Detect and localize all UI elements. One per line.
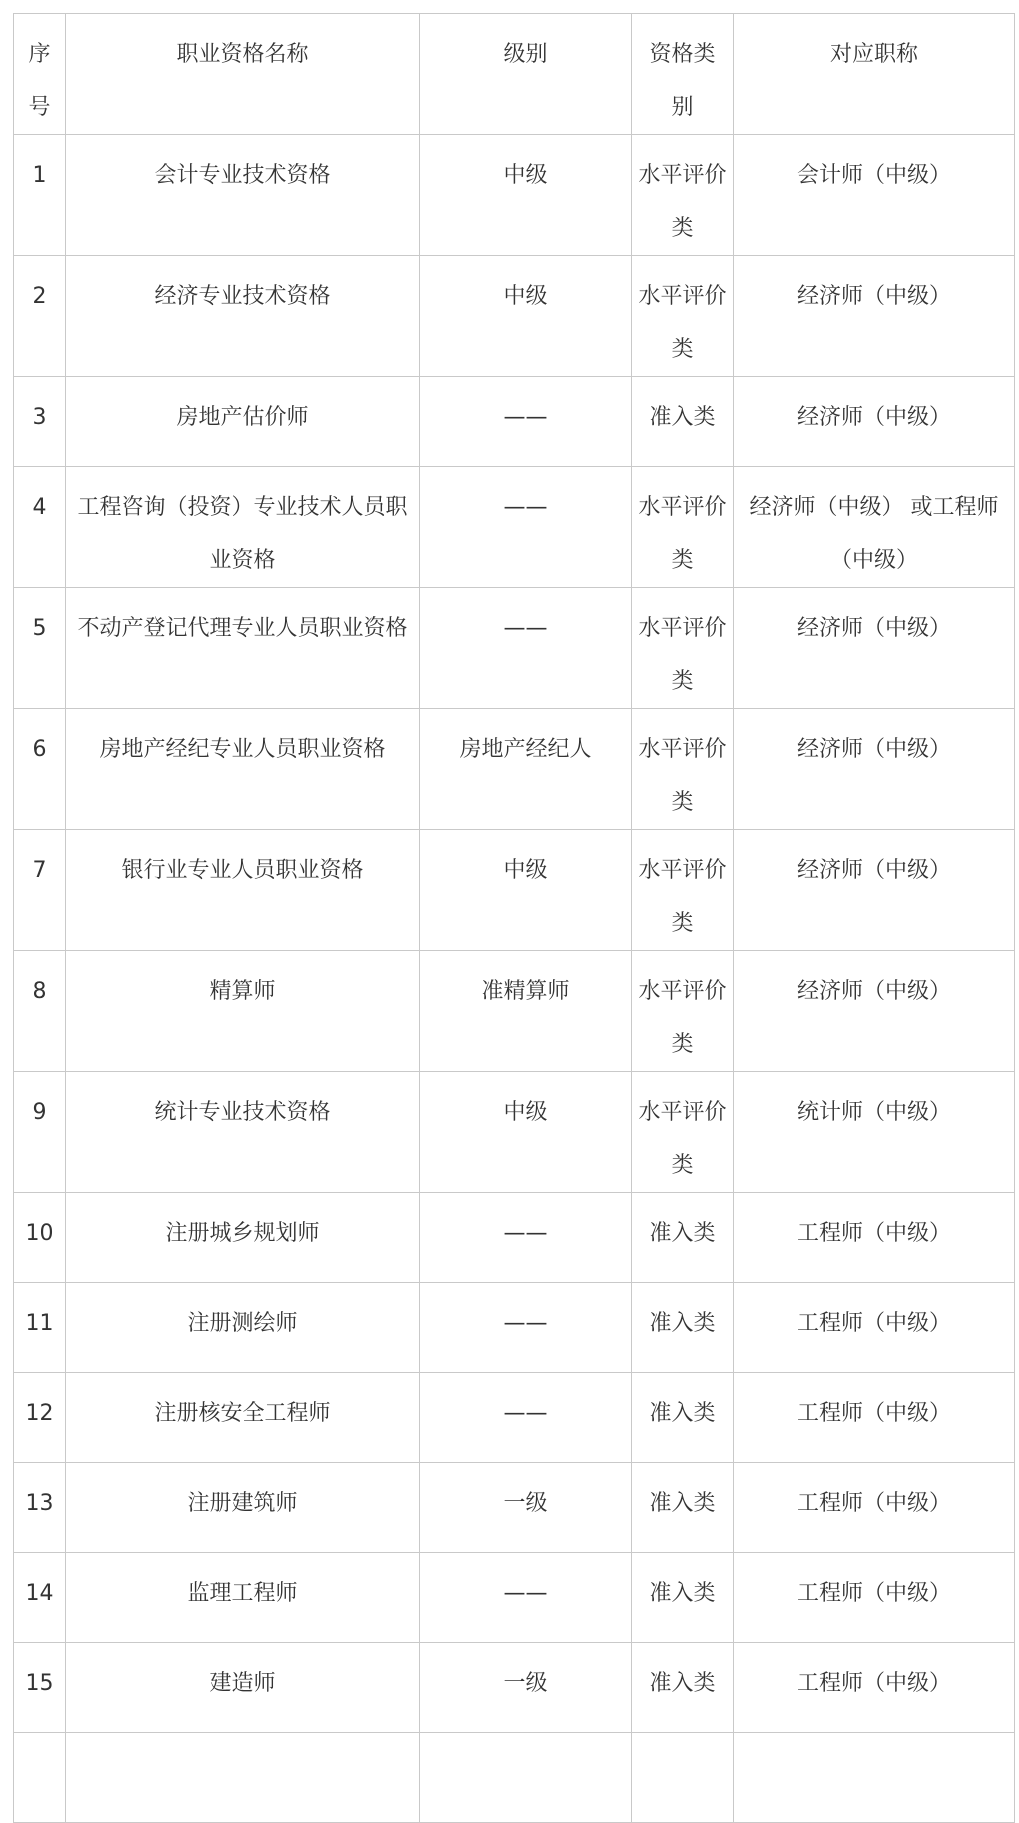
table-row [14,1643,1015,1733]
cell-level: —— [420,1553,632,1643]
cell-seq: 6 [14,709,66,830]
cell-name: 不动产登记代理专业人员职业资格 [66,588,420,709]
cell-category: 准入类 [632,377,734,467]
cell-name: 房地产估价师 [66,377,420,467]
cell-category: 水平评价类 [632,256,734,377]
cell-title: 会计师（中级） [734,135,1015,256]
cell-title: 经济师（中级） [734,951,1015,1072]
table-row [14,377,1015,467]
cell-category: 水平评价类 [632,709,734,830]
cell-level: —— [420,377,632,467]
cell-name: 会计专业技术资格 [66,135,420,256]
table-row [14,951,1015,1072]
cell-level: —— [420,1193,632,1283]
cell-name: 注册城乡规划师 [66,1193,420,1283]
cell-title: 工程师（中级） [734,1373,1015,1463]
cell-seq: 11 [14,1283,66,1373]
table-row [14,1373,1015,1463]
table-row [14,1283,1015,1373]
cell-title: 统计师（中级） [734,1072,1015,1193]
cell-seq: 3 [14,377,66,467]
qualification-table [13,13,1015,1823]
cell-category: 准入类 [632,1643,734,1733]
cell-name: 监理工程师 [66,1553,420,1643]
cell-category: 水平评价类 [632,588,734,709]
table-row [14,1463,1015,1553]
cell-level: —— [420,1283,632,1373]
table-header [14,14,1015,135]
cell-title: 经济师（中级） [734,830,1015,951]
cell-seq: 4 [14,467,66,588]
cell-seq: 8 [14,951,66,1072]
cell-title: 工程师（中级） [734,1463,1015,1553]
cell-seq: 5 [14,588,66,709]
cell-seq: 10 [14,1193,66,1283]
header-name: 职业资格名称 [66,14,420,135]
cell-category: 水平评价类 [632,830,734,951]
header-category: 资格类别 [632,14,734,135]
cell-name: 银行业专业人员职业资格 [66,830,420,951]
cell-title: 工程师（中级） [734,1553,1015,1643]
cell-category: 水平评价类 [632,467,734,588]
cell-seq: 14 [14,1553,66,1643]
cell-category: 准入类 [632,1553,734,1643]
cell-level: 一级 [420,1643,632,1733]
cell-category: 准入类 [632,1373,734,1463]
cell-name: 注册测绘师 [66,1283,420,1373]
table-row [14,588,1015,709]
cell-level [420,1733,632,1823]
cell-name: 建造师 [66,1643,420,1733]
cell-name [66,1733,420,1823]
cell-level: 中级 [420,135,632,256]
table-row [14,467,1015,588]
table-row [14,256,1015,377]
cell-category [632,1733,734,1823]
cell-category: 水平评价类 [632,951,734,1072]
cell-level: 中级 [420,830,632,951]
cell-seq: 1 [14,135,66,256]
cell-seq: 13 [14,1463,66,1553]
cell-name: 统计专业技术资格 [66,1072,420,1193]
cell-name: 经济专业技术资格 [66,256,420,377]
cell-level: 一级 [420,1463,632,1553]
cell-title: 经济师（中级） [734,588,1015,709]
cell-level: 房地产经纪人 [420,709,632,830]
cell-title: 经济师（中级） [734,709,1015,830]
cell-name: 注册核安全工程师 [66,1373,420,1463]
table-row [14,1733,1015,1823]
cell-level: 中级 [420,256,632,377]
table-row [14,1193,1015,1283]
cell-level: 中级 [420,1072,632,1193]
cell-category: 水平评价类 [632,135,734,256]
cell-category: 水平评价类 [632,1072,734,1193]
cell-title: 工程师（中级） [734,1193,1015,1283]
cell-title: 经济师（中级） [734,256,1015,377]
header-seq: 序号 [14,14,66,135]
cell-title: 工程师（中级） [734,1283,1015,1373]
cell-seq: 2 [14,256,66,377]
cell-title: 工程师（中级） [734,1643,1015,1733]
cell-name: 精算师 [66,951,420,1072]
table-row [14,709,1015,830]
cell-name: 工程咨询（投资）专业技术人员职业资格 [66,467,420,588]
table-row [14,1553,1015,1643]
table-row [14,830,1015,951]
cell-level: 准精算师 [420,951,632,1072]
cell-title [734,1733,1015,1823]
header-row [14,14,1015,135]
header-title: 对应职称 [734,14,1015,135]
cell-seq: 7 [14,830,66,951]
cell-level: —— [420,1373,632,1463]
cell-name: 注册建筑师 [66,1463,420,1553]
cell-level: —— [420,588,632,709]
cell-level: —— [420,467,632,588]
cell-name: 房地产经纪专业人员职业资格 [66,709,420,830]
cell-seq: 12 [14,1373,66,1463]
table-body [14,135,1015,1823]
cell-seq: 15 [14,1643,66,1733]
cell-seq [14,1733,66,1823]
cell-title: 经济师（中级） 或工程师（中级） [734,467,1015,588]
cell-category: 准入类 [632,1283,734,1373]
cell-category: 准入类 [632,1193,734,1283]
table-row [14,135,1015,256]
header-level: 级别 [420,14,632,135]
cell-title: 经济师（中级） [734,377,1015,467]
table-row [14,1072,1015,1193]
cell-category: 准入类 [632,1463,734,1553]
cell-seq: 9 [14,1072,66,1193]
